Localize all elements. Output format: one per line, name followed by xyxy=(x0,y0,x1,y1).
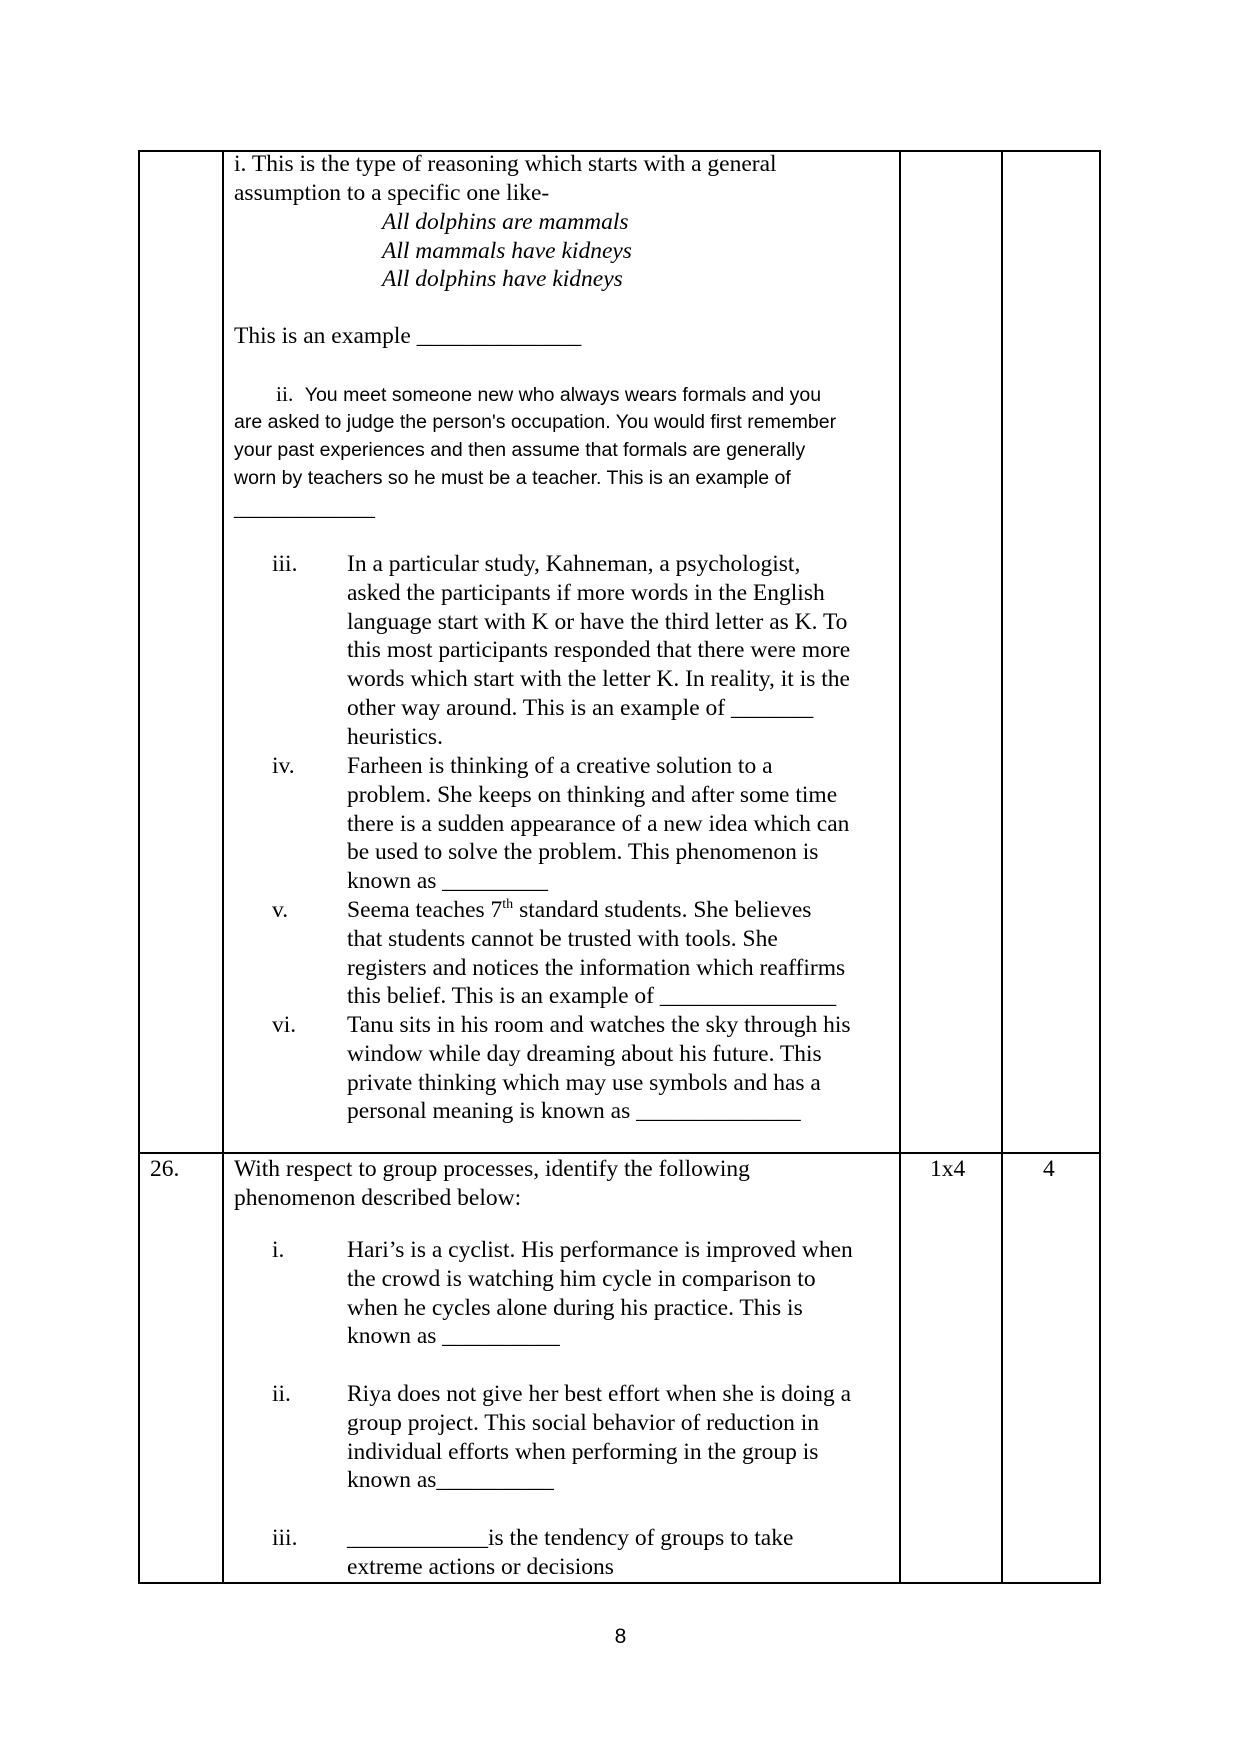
q25-i-premise-3: All dolphins have kidneys xyxy=(382,266,623,292)
q25-vi-line: personal meaning is known as ______________ xyxy=(347,1098,801,1125)
q25-ii-blank: ____________ xyxy=(234,495,375,521)
q26-marks-total: 4 xyxy=(1043,1156,1055,1182)
q26-ii-line: known as__________ xyxy=(347,1467,554,1494)
q26-ii-numeral: ii. xyxy=(272,1381,291,1407)
q25-v-line: this belief. This is an example of _______________ xyxy=(347,983,837,1010)
q25-ii-line4: worn by teachers so he must be a teacher. This is an example of xyxy=(234,467,791,489)
q26-i-numeral: i. xyxy=(272,1237,285,1263)
table-bottom-border xyxy=(138,1582,1101,1584)
q25-iv-numeral: iv. xyxy=(272,753,295,779)
q25-vi-numeral: vi. xyxy=(272,1012,297,1038)
q25-iv-line: problem. She keeps on thinking and after some time xyxy=(347,781,838,808)
q26-ii-line: Riya does not give her best effort when she is doing a xyxy=(347,1381,852,1407)
q25-v-line: that students cannot be trusted with tools. She xyxy=(347,925,778,952)
q25-i-line1: i. This is the type of reasoning which starts with a general xyxy=(234,151,777,177)
q25-iv-line: be used to solve the problem. This phenomenon is xyxy=(347,839,819,866)
q25-iii-numeral: iii. xyxy=(272,551,298,577)
q26-number: 26. xyxy=(150,1156,180,1182)
q25-iv-line: known as _________ xyxy=(347,868,549,895)
q25-v-numeral: v. xyxy=(272,897,289,923)
table-col-divider-3 xyxy=(1001,150,1003,1583)
q26-iii-line: ____________is the tendency of groups to take xyxy=(347,1525,794,1551)
q25-iii-line: language start with K or have the third letter as K. To xyxy=(347,608,848,635)
q26-i-line: when he cycles alone during his practice. This is xyxy=(347,1294,803,1321)
q25-iv-line: there is a sudden appearance of a new idea which can xyxy=(347,810,850,837)
q25-vi-line: Tanu sits in his room and watches the sky through his xyxy=(347,1012,851,1038)
q25-v-line1 xyxy=(347,896,845,925)
q26-i-text xyxy=(347,1236,853,1351)
q26-intro-line1: With respect to group processes, identify the following xyxy=(234,1156,750,1182)
q25-v-line1-pre: Seema teaches 7 xyxy=(347,897,503,923)
q26-marks-split: 1x4 xyxy=(930,1156,966,1182)
q25-v-line: registers and notices the information which reaffirms xyxy=(347,954,846,981)
q25-iv-text xyxy=(347,752,849,896)
table-col-divider-2 xyxy=(899,150,901,1583)
q25-i-prompt: This is an example ______________ xyxy=(234,323,582,349)
table-right-border xyxy=(1099,150,1101,1583)
q25-ii-line2: are asked to judge the person's occupation. You would first remember xyxy=(234,411,837,433)
q26-iii-line: extreme actions or decisions xyxy=(347,1553,614,1580)
q25-v-line1-sup: th xyxy=(502,897,514,912)
q25-iii-line: this most participants responded that there were more xyxy=(347,637,851,664)
table-col-divider-1 xyxy=(222,150,224,1583)
q25-i-premise-1: All dolphins are mammals xyxy=(382,209,629,235)
q26-i-line: known as __________ xyxy=(347,1323,560,1350)
q25-iii-line: In a particular study, Kahneman, a psychologist, xyxy=(347,551,801,577)
q26-ii-line: group project. This social behavior of reduction in xyxy=(347,1409,820,1436)
q25-iv-line: Farheen is thinking of a creative solution to a xyxy=(347,753,773,779)
table-left-border xyxy=(138,150,140,1583)
q25-vi-line: private thinking which may use symbols and has a xyxy=(347,1069,821,1096)
q25-v-text xyxy=(347,896,845,1011)
q25-ii-line3: your past experiences and then assume that formals are generally xyxy=(234,439,806,461)
q25-iii-line: asked the participants if more words in the English xyxy=(347,579,825,606)
q26-ii-line: individual efforts when performing in the group is xyxy=(347,1438,819,1465)
q25-vi-line: window while day dreaming about his future. This xyxy=(347,1040,822,1067)
q25-i-premise-2: All mammals have kidneys xyxy=(382,238,632,264)
q26-i-line: Hari’s is a cyclist. His performance is improved when xyxy=(347,1237,853,1263)
q26-iii-numeral: iii. xyxy=(272,1525,298,1551)
q25-iii-line: other way around. This is an example of _______ xyxy=(347,694,814,721)
page-number: 8 xyxy=(614,1625,627,1648)
q25-v-line1-post: standard students. She believes xyxy=(513,897,812,923)
q25-vi-text xyxy=(347,1011,851,1126)
q25-iii-line: heuristics. xyxy=(347,723,443,750)
table-row-divider xyxy=(138,1152,1101,1154)
q25-ii-numeral: ii. xyxy=(276,382,294,406)
q25-ii-line1 xyxy=(234,380,821,409)
q26-i-line: the crowd is watching him cycle in comparison to xyxy=(347,1265,816,1292)
q26-intro-line2: phenomenon described below: xyxy=(234,1185,522,1211)
q25-iii-text xyxy=(347,550,850,752)
q26-ii-text xyxy=(347,1380,851,1495)
q25-ii-line1-text: You meet someone new who always wears formals and you xyxy=(304,384,822,406)
q26-iii-text xyxy=(347,1524,793,1582)
q25-i-line2: assumption to a specific one like- xyxy=(234,180,550,206)
q25-iii-line: words which start with the letter K. In reality, it is the xyxy=(347,666,850,693)
